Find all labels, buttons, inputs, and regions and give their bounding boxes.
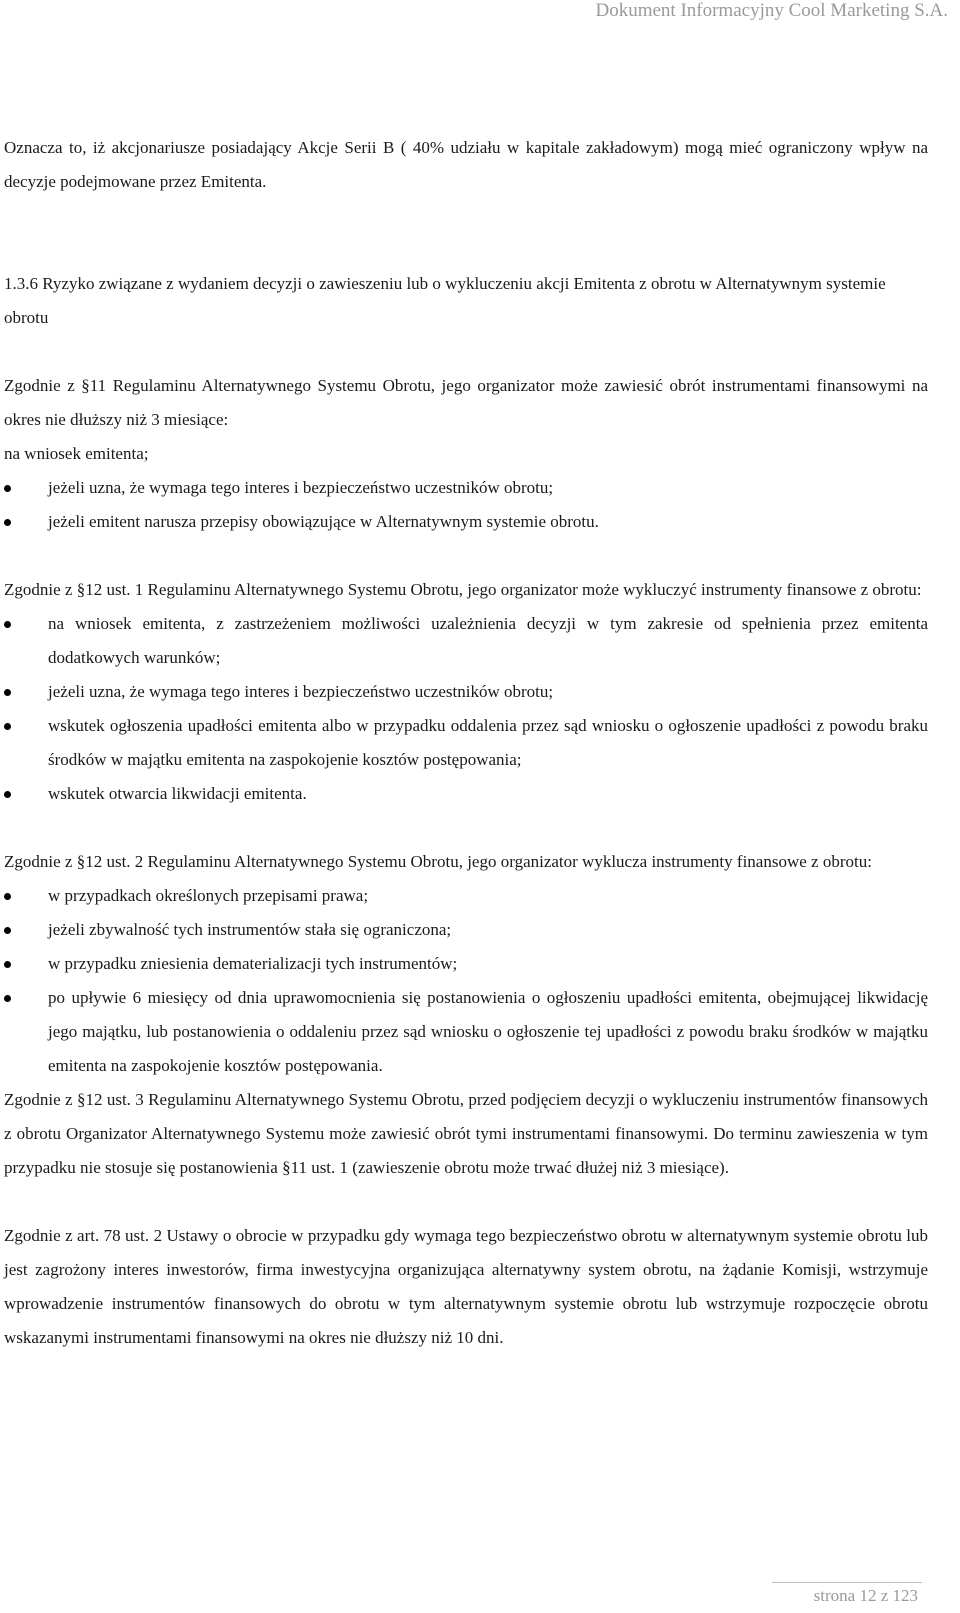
page-number: strona 12 z 123	[813, 1586, 918, 1605]
bullet-icon	[4, 995, 11, 1002]
bullet-icon	[4, 621, 11, 628]
section-heading: 1.3.6 Ryzyko związane z wydaniem decyzji o zawieszeniu lub o wykluczeniu akcji Emitenta z obrotu w Alternatywnym systemie obrotu	[4, 274, 886, 327]
list-exclusion-1	[4, 607, 928, 811]
bullet-icon	[4, 485, 11, 492]
bullet-icon	[4, 927, 11, 934]
list-item: wskutek ogłoszenia upadłości emitenta albo w przypadku oddalenia przez sąd wniosku o ogłoszenie upadłości z powodu braku środków w majątku emitenta na zaspokojenie kosztów postępowania;	[4, 709, 928, 777]
list-item: po upływie 6 miesięcy od dnia uprawomocnienia się postanowienia o ogłoszeniu upadłości emitenta, obejmującej likwidację jego majątku, lub postanowienia o oddaleniu przez sąd wniosku o ogłoszenie tej upadłości z powodu braku środków w majątku emitenta na zaspokojenie kosztów postępowania.	[4, 981, 928, 1083]
spacer	[4, 1185, 928, 1219]
paragraph-exclusion-3: Zgodnie z §12 ust. 3 Regulaminu Alternatywnego Systemu Obrotu, przed podjęciem decyzji o wykluczeniu instrumentów finansowych z obrotu Organizator Alternatywnego Systemu może zawiesić obrót tymi instrumentami finansowymi. Do terminu zawieszenia w tym przypadku nie stosuje się postanowienia §11 ust. 1 (zawieszenie obrotu może trwać dłużej niż 3 miesiące).	[4, 1090, 928, 1177]
paragraph-exclusion-2: Zgodnie z §12 ust. 2 Regulaminu Alternatywnego Systemu Obrotu, jego organizator wyklucza instrumenty finansowe z obrotu:	[4, 852, 872, 871]
bullet-icon	[4, 519, 11, 526]
paragraph-suspension: Zgodnie z §11 Regulaminu Alternatywnego Systemu Obrotu, jego organizator może zawiesić obrót instrumentami finansowymi na okres nie dłuższy niż 3 miesiące:	[4, 376, 928, 429]
bullet-icon	[4, 791, 11, 798]
spacer	[4, 811, 928, 845]
footer-divider	[772, 1582, 922, 1583]
list-suspension	[4, 471, 928, 539]
bullet-icon	[4, 893, 11, 900]
list-item: jeżeli emitent narusza przepisy obowiązujące w Alternatywnym systemie obrotu.	[4, 505, 928, 539]
bullet-icon	[4, 689, 11, 696]
list-exclusion-2	[4, 879, 928, 1083]
spacer	[4, 199, 928, 233]
spacer	[4, 233, 928, 267]
list-item: wskutek otwarcia likwidacji emitenta.	[4, 777, 928, 811]
paragraph-suspension-item: na wniosek emitenta;	[4, 444, 149, 463]
list-item: jeżeli zbywalność tych instrumentów stała się ograniczona;	[4, 913, 928, 947]
paragraph-exclusion-1: Zgodnie z §12 ust. 1 Regulaminu Alternatywnego Systemu Obrotu, jego organizator może wykluczyć instrumenty finansowe z obrotu:	[4, 580, 922, 599]
running-header: Dokument Informacyjny Cool Marketing S.A.	[595, 0, 948, 21]
list-item: jeżeli uzna, że wymaga tego interes i bezpieczeństwo uczestników obrotu;	[4, 471, 928, 505]
intro-paragraph: Oznacza to, iż akcjonariusze posiadający Akcje Serii B ( 40% udziału w kapitale zakładowym) mogą mieć ograniczony wpływ na decyzje podejmowane przez Emitenta.	[4, 138, 928, 191]
spacer	[4, 335, 928, 369]
bullet-icon	[4, 723, 11, 730]
list-item: w przypadkach określonych przepisami prawa;	[4, 879, 928, 913]
list-item: na wniosek emitenta, z zastrzeżeniem możliwości uzależnienia decyzji w tym zakresie od spełnienia przez emitenta dodatkowych warunków;	[4, 607, 928, 675]
list-item: w przypadku zniesienia dematerializacji tych instrumentów;	[4, 947, 928, 981]
spacer	[4, 539, 928, 573]
bullet-icon	[4, 961, 11, 968]
list-item: jeżeli uzna, że wymaga tego interes i bezpieczeństwo uczestników obrotu;	[4, 675, 928, 709]
page-body	[4, 131, 928, 1355]
paragraph-art-78: Zgodnie z art. 78 ust. 2 Ustawy o obrocie w przypadku gdy wymaga tego bezpieczeństwo obrotu w alternatywnym systemie obrotu lub jest zagrożony interes inwestorów, firma inwestycyjna organizująca alternatywny system obrotu, na żądanie Komisji, wstrzymuje wprowadzenie instrumentów finansowych do obrotu w tym alternatywnym systemie obrotu lub wstrzymuje rozpoczęcie obrotu wskazanymi instrumentami finansowymi na okres nie dłuższy niż 10 dni.	[4, 1226, 928, 1347]
